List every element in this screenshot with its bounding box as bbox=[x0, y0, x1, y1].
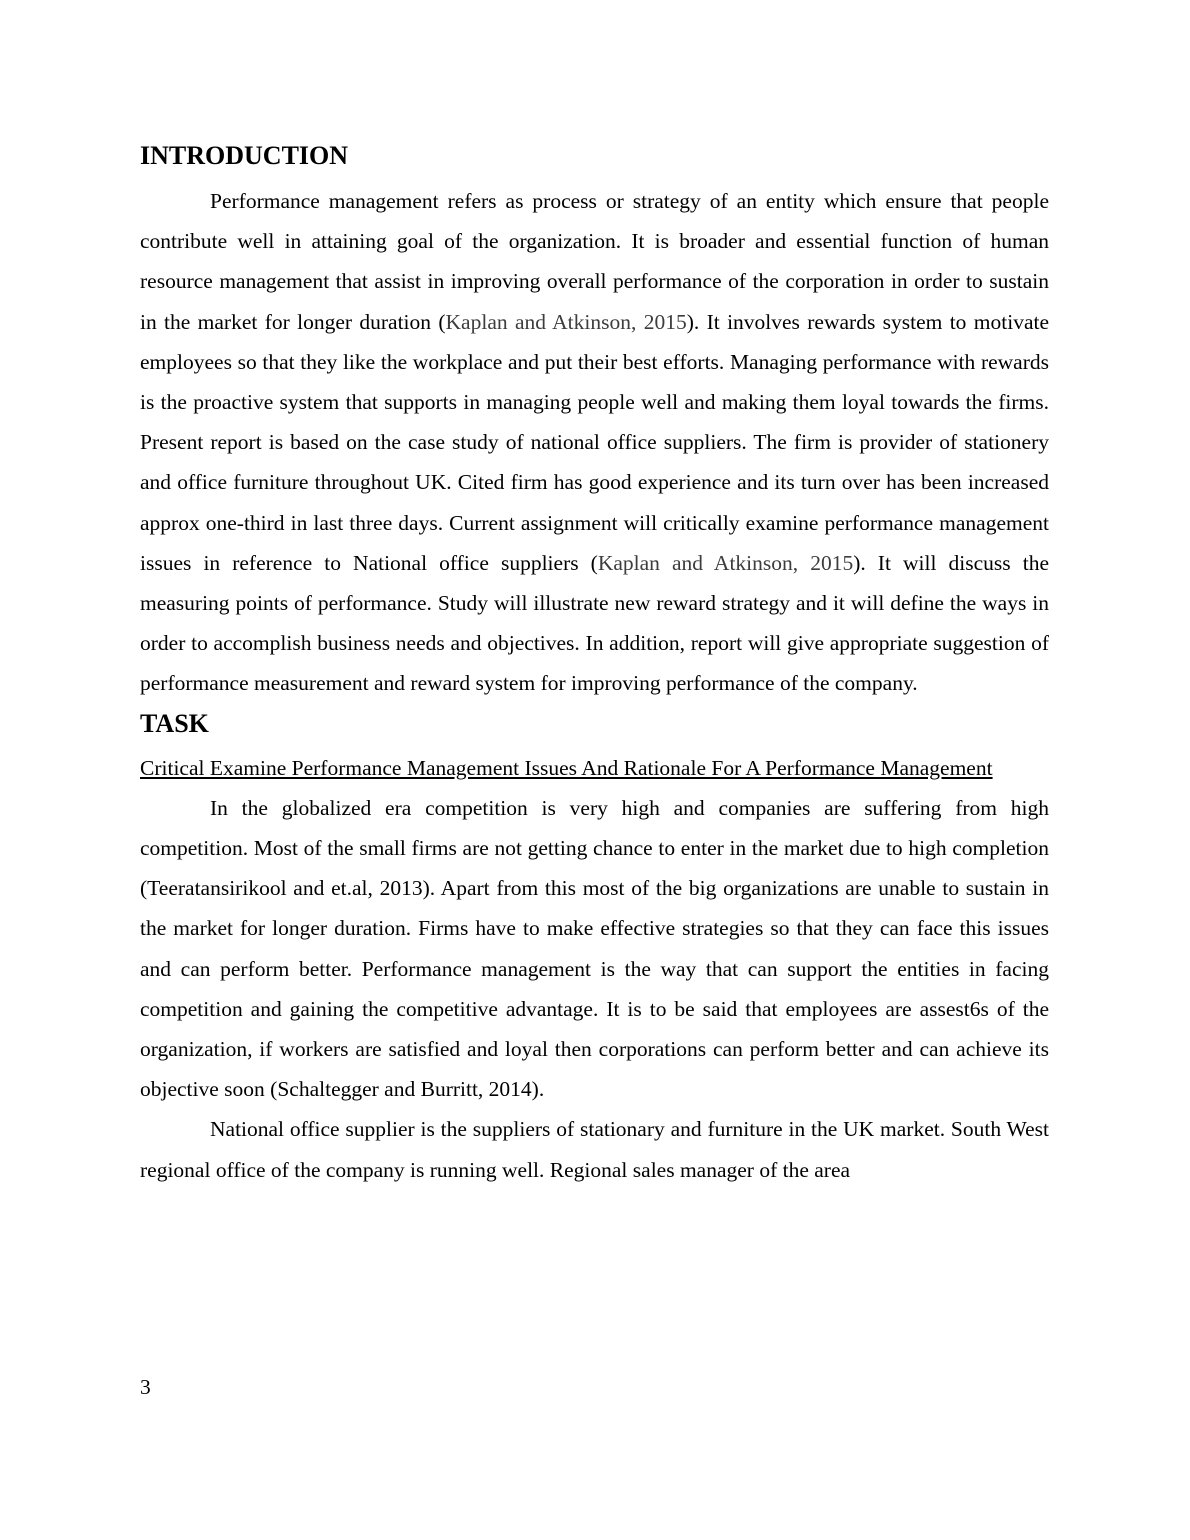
intro-text-b: ). It involves rewards system to motivate employees so that they like the workplace and put their best efforts. Managing performance with rewards is the proactive system that supports in managing people well and making them loyal towards the firms. Present report is based on the case study of national office suppliers. The firm is provider of stationery and office furniture throughout UK. Cited firm has good experience and its turn over has been increased approx one-third in last three days. Current assignment will critically examine performance management issues in reference to National office suppliers ( bbox=[140, 309, 1049, 575]
page-content bbox=[140, 136, 1049, 1190]
intro-text-c: ). It will discuss the measuring points of performance. Study will illustrate new reward strategy and it will define the ways in order to accomplish business needs and objectives. In addition, report will give appropriate suggestion of performance measurement and reward system for improving performance of the company. bbox=[140, 550, 1049, 696]
task-subheading: Critical Examine Performance Management Issues And Rationale For A Performance Management bbox=[140, 755, 993, 780]
citation-kaplan-1: Kaplan and Atkinson, 2015 bbox=[445, 309, 687, 334]
introduction-heading: INTRODUCTION bbox=[140, 141, 349, 170]
citation-kaplan-2: Kaplan and Atkinson, 2015 bbox=[597, 550, 854, 575]
task-paragraph-2: National office supplier is the suppliers of stationary and furniture in the UK market. South West regional office of the company is running well. Regional sales manager of the area bbox=[140, 1117, 1049, 1182]
task-paragraph-1: In the globalized era competition is very high and companies are suffering from high competition. Most of the small firms are not getting chance to enter in the market due to high completion (Teeratansirikool and et.al, 2013). Apart from this most of the big organizations are unable to sustain in the market for longer duration. Firms have to make effective strategies so that they can face this issues and can perform better. Performance management is the way that can support the entities in facing competition and gaining the competitive advantage. It is to be said that employees are assest6s of the organization, if workers are satisfied and loyal then corporations can perform better and can achieve its objective soon (Schaltegger and Burritt, 2014). bbox=[140, 795, 1049, 1102]
page-number: 3 bbox=[140, 1375, 151, 1399]
introduction-paragraph bbox=[140, 181, 1049, 704]
intro-text-a: Performance management refers as process or strategy of an entity which ensure that people contribute well in attaining goal of the organization. It is broader and essential function of human resource management that assist in improving overall performance of the corporation in order to sustain in the market for longer duration ( bbox=[140, 189, 1049, 334]
task-heading: TASK bbox=[140, 708, 209, 738]
